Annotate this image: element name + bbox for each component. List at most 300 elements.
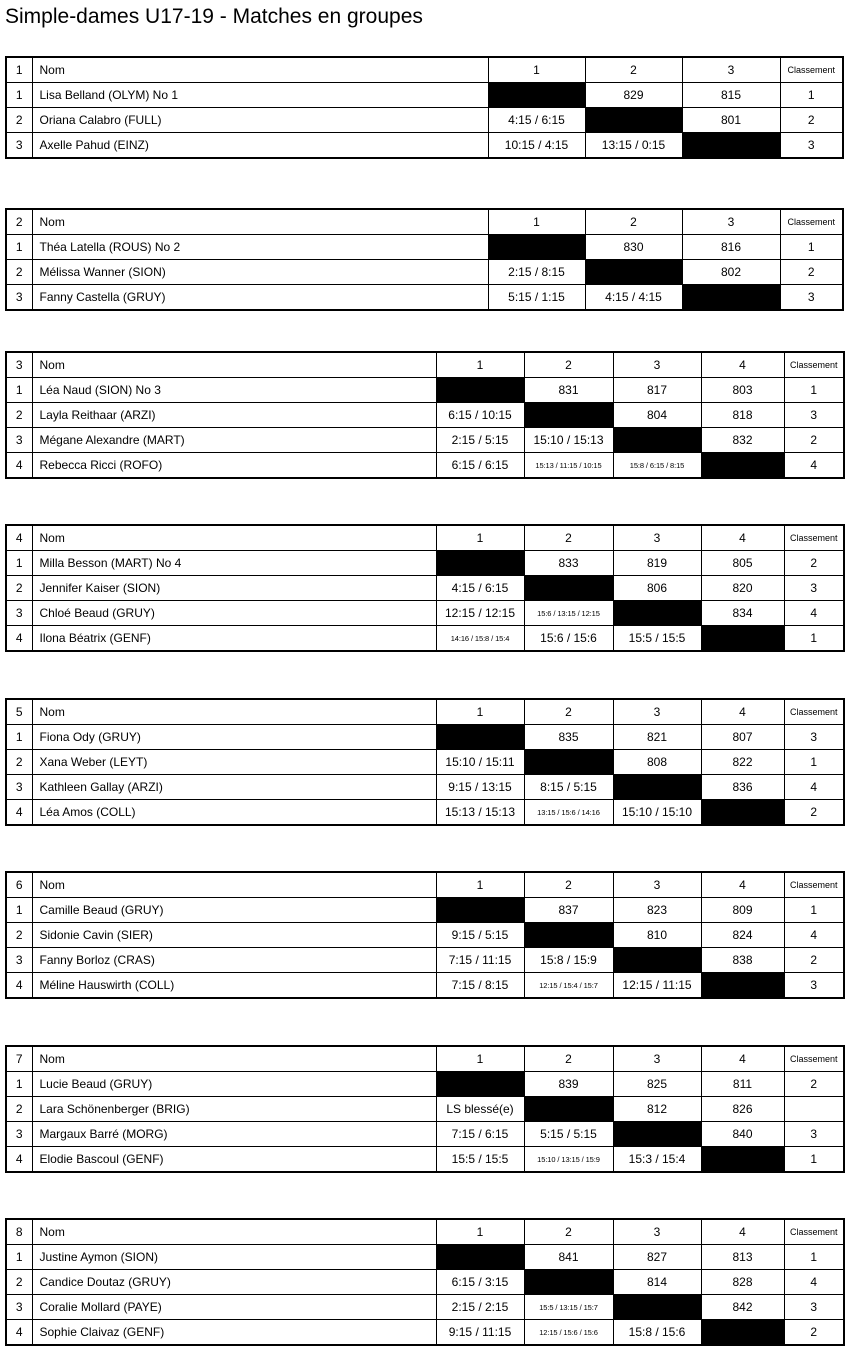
classement-header-cell: Classement	[780, 57, 843, 83]
rank-cell: 4	[784, 453, 844, 479]
match-col-header: 2	[524, 699, 613, 725]
score-cell: 829	[585, 83, 682, 108]
table-row	[6, 453, 844, 479]
score-cell: 811	[701, 1072, 784, 1097]
classement-header-cell: Classement	[784, 1219, 844, 1245]
header-row	[6, 699, 844, 725]
score-cell: 835	[524, 725, 613, 750]
player-position-cell: 4	[6, 973, 32, 999]
score-cell: 816	[682, 235, 780, 260]
player-position-cell: 2	[6, 403, 32, 428]
match-col-header: 1	[488, 209, 585, 235]
table-row	[6, 626, 844, 652]
player-position-cell: 3	[6, 948, 32, 973]
rank-cell: 1	[780, 235, 843, 260]
player-position-cell: 4	[6, 800, 32, 826]
player-name-cell: Milla Besson (MART) No 4	[32, 551, 436, 576]
group-table	[5, 524, 845, 652]
rank-cell: 2	[784, 800, 844, 826]
group-table	[5, 1045, 845, 1173]
player-name-cell: Fanny Borloz (CRAS)	[32, 948, 436, 973]
rank-cell: 4	[784, 601, 844, 626]
match-col-header: 2	[585, 209, 682, 235]
group-number-cell: 3	[6, 352, 32, 378]
score-cell: 7:15 / 6:15	[436, 1122, 524, 1147]
match-col-header: 3	[613, 1219, 701, 1245]
player-name-cell: Sophie Claivaz (GENF)	[32, 1320, 436, 1346]
match-col-header: 3	[613, 352, 701, 378]
table-row	[6, 1072, 844, 1097]
score-cell: 830	[585, 235, 682, 260]
rank-cell: 2	[784, 1320, 844, 1346]
player-position-cell: 3	[6, 775, 32, 800]
table-row	[6, 108, 843, 133]
match-col-header: 3	[682, 209, 780, 235]
score-cell: 2:15 / 5:15	[436, 428, 524, 453]
diagonal-cell	[524, 403, 613, 428]
player-position-cell: 1	[6, 235, 32, 260]
diagonal-cell	[488, 83, 585, 108]
score-cell: 6:15 / 3:15	[436, 1270, 524, 1295]
table-row	[6, 235, 843, 260]
rank-cell: 1	[784, 898, 844, 923]
nom-header-cell: Nom	[32, 1219, 436, 1245]
diagonal-cell	[524, 1097, 613, 1122]
player-name-cell: Justine Aymon (SION)	[32, 1245, 436, 1270]
score-cell: 826	[701, 1097, 784, 1122]
nom-header-cell: Nom	[32, 352, 436, 378]
player-name-cell: Fiona Ody (GRUY)	[32, 725, 436, 750]
score-cell: 806	[613, 576, 701, 601]
score-cell: 808	[613, 750, 701, 775]
diagonal-cell	[524, 923, 613, 948]
score-cell: 9:15 / 13:15	[436, 775, 524, 800]
table-row	[6, 601, 844, 626]
score-cell: 836	[701, 775, 784, 800]
match-col-header: 4	[701, 525, 784, 551]
rank-cell: 3	[780, 285, 843, 311]
player-position-cell: 1	[6, 83, 32, 108]
group-tables-container	[0, 56, 845, 1346]
table-row	[6, 83, 843, 108]
diagonal-cell	[682, 285, 780, 311]
table-row	[6, 1270, 844, 1295]
table-row	[6, 898, 844, 923]
rank-cell: 3	[784, 576, 844, 601]
match-col-header: 3	[613, 872, 701, 898]
match-col-header: 2	[585, 57, 682, 83]
score-cell: 819	[613, 551, 701, 576]
diagonal-cell	[613, 601, 701, 626]
group-table	[5, 208, 844, 311]
score-cell: 12:15 / 15:6 / 15:6	[524, 1320, 613, 1346]
classement-header-cell: Classement	[784, 872, 844, 898]
header-row	[6, 525, 844, 551]
rank-cell: 1	[780, 83, 843, 108]
table-row	[6, 260, 843, 285]
diagonal-cell	[436, 725, 524, 750]
diagonal-cell	[488, 235, 585, 260]
rank-cell: 2	[784, 551, 844, 576]
diagonal-cell	[436, 1072, 524, 1097]
page	[0, 4, 845, 1346]
score-cell: 15:8 / 6:15 / 8:15	[613, 453, 701, 479]
player-name-cell: Théa Latella (ROUS) No 2	[32, 235, 488, 260]
player-name-cell: Camille Beaud (GRUY)	[32, 898, 436, 923]
player-name-cell: Margaux Barré (MORG)	[32, 1122, 436, 1147]
rank-cell: 2	[784, 428, 844, 453]
classement-header-cell: Classement	[784, 352, 844, 378]
match-col-header: 1	[436, 352, 524, 378]
match-col-header: 1	[488, 57, 585, 83]
rank-cell: 2	[784, 1072, 844, 1097]
diagonal-cell	[585, 260, 682, 285]
player-name-cell: Lisa Belland (OLYM) No 1	[32, 83, 488, 108]
diagonal-cell	[613, 1295, 701, 1320]
rank-cell: 2	[780, 260, 843, 285]
rank-cell: 1	[784, 378, 844, 403]
score-cell: 834	[701, 601, 784, 626]
group-number-cell: 2	[6, 209, 32, 235]
group-table	[5, 56, 844, 159]
player-position-cell: 2	[6, 576, 32, 601]
player-position-cell: 3	[6, 285, 32, 311]
player-position-cell: 2	[6, 1270, 32, 1295]
score-cell: 10:15 / 4:15	[488, 133, 585, 159]
diagonal-cell	[682, 133, 780, 159]
score-cell: 813	[701, 1245, 784, 1270]
match-col-header: 3	[613, 699, 701, 725]
header-row	[6, 209, 843, 235]
player-position-cell: 4	[6, 1147, 32, 1173]
score-cell: 14:16 / 15:8 / 15:4	[436, 626, 524, 652]
group-number-cell: 5	[6, 699, 32, 725]
score-cell: 4:15 / 4:15	[585, 285, 682, 311]
rank-cell: 3	[784, 973, 844, 999]
player-position-cell: 2	[6, 260, 32, 285]
player-position-cell: 1	[6, 725, 32, 750]
player-name-cell: Oriana Calabro (FULL)	[32, 108, 488, 133]
nom-header-cell: Nom	[32, 872, 436, 898]
group-number-cell: 1	[6, 57, 32, 83]
player-name-cell: Xana Weber (LEYT)	[32, 750, 436, 775]
match-col-header: 3	[613, 525, 701, 551]
rank-cell: 4	[784, 923, 844, 948]
match-col-header: 1	[436, 699, 524, 725]
header-row	[6, 57, 843, 83]
group-number-cell: 6	[6, 872, 32, 898]
score-cell: 805	[701, 551, 784, 576]
player-name-cell: Lara Schönenberger (BRIG)	[32, 1097, 436, 1122]
header-row	[6, 1046, 844, 1072]
header-row	[6, 352, 844, 378]
score-cell: 833	[524, 551, 613, 576]
score-cell: 839	[524, 1072, 613, 1097]
score-cell: 803	[701, 378, 784, 403]
rank-cell: 3	[784, 725, 844, 750]
score-cell: 7:15 / 8:15	[436, 973, 524, 999]
player-position-cell: 1	[6, 1245, 32, 1270]
player-name-cell: Léa Naud (SION) No 3	[32, 378, 436, 403]
group-table	[5, 351, 845, 479]
score-cell: 822	[701, 750, 784, 775]
player-name-cell: Elodie Bascoul (GENF)	[32, 1147, 436, 1173]
score-cell: 15:10 / 15:11	[436, 750, 524, 775]
score-cell: 15:13 / 11:15 / 10:15	[524, 453, 613, 479]
table-row	[6, 948, 844, 973]
score-cell: 831	[524, 378, 613, 403]
player-position-cell: 2	[6, 923, 32, 948]
player-position-cell: 4	[6, 1320, 32, 1346]
player-position-cell: 3	[6, 428, 32, 453]
score-cell: 5:15 / 5:15	[524, 1122, 613, 1147]
table-row	[6, 800, 844, 826]
group-number-cell: 8	[6, 1219, 32, 1245]
table-row	[6, 133, 843, 159]
table-row	[6, 576, 844, 601]
rank-cell: 3	[784, 403, 844, 428]
player-position-cell: 3	[6, 1122, 32, 1147]
score-cell: 12:15 / 11:15	[613, 973, 701, 999]
table-row	[6, 1147, 844, 1173]
match-col-header: 1	[436, 872, 524, 898]
player-position-cell: 2	[6, 1097, 32, 1122]
score-cell: 5:15 / 1:15	[488, 285, 585, 311]
match-col-header: 2	[524, 525, 613, 551]
match-col-header: 2	[524, 872, 613, 898]
score-cell: 842	[701, 1295, 784, 1320]
score-cell: 15:8 / 15:6	[613, 1320, 701, 1346]
table-row	[6, 750, 844, 775]
score-cell: 2:15 / 8:15	[488, 260, 585, 285]
table-row	[6, 1097, 844, 1122]
score-cell: 15:10 / 15:10	[613, 800, 701, 826]
classement-header-cell: Classement	[784, 525, 844, 551]
match-col-header: 2	[524, 352, 613, 378]
player-name-cell: Mélissa Wanner (SION)	[32, 260, 488, 285]
score-cell: 12:15 / 12:15	[436, 601, 524, 626]
match-col-header: 2	[524, 1046, 613, 1072]
player-name-cell: Fanny Castella (GRUY)	[32, 285, 488, 311]
diagonal-cell	[613, 428, 701, 453]
score-cell: 15:5 / 15:5	[436, 1147, 524, 1173]
diagonal-cell	[524, 1270, 613, 1295]
score-cell: 7:15 / 11:15	[436, 948, 524, 973]
group-number-cell: 4	[6, 525, 32, 551]
rank-cell: 1	[784, 750, 844, 775]
score-cell: 12:15 / 15:4 / 15:7	[524, 973, 613, 999]
rank-cell: 3	[780, 133, 843, 159]
classement-header-cell: Classement	[780, 209, 843, 235]
group-number-cell: 7	[6, 1046, 32, 1072]
player-name-cell: Axelle Pahud (EINZ)	[32, 133, 488, 159]
score-cell: 837	[524, 898, 613, 923]
match-col-header: 4	[701, 699, 784, 725]
score-cell: 832	[701, 428, 784, 453]
match-col-header: 4	[701, 352, 784, 378]
player-name-cell: Chloé Beaud (GRUY)	[32, 601, 436, 626]
table-row	[6, 1295, 844, 1320]
rank-cell: 1	[784, 1147, 844, 1173]
classement-header-cell: Classement	[784, 1046, 844, 1072]
score-cell: 9:15 / 5:15	[436, 923, 524, 948]
score-cell: 801	[682, 108, 780, 133]
score-cell: 15:5 / 15:5	[613, 626, 701, 652]
score-cell: 841	[524, 1245, 613, 1270]
table-row	[6, 1122, 844, 1147]
rank-cell: 3	[784, 1122, 844, 1147]
classement-header-cell: Classement	[784, 699, 844, 725]
diagonal-cell	[701, 1147, 784, 1173]
score-cell: 8:15 / 5:15	[524, 775, 613, 800]
player-name-cell: Candice Doutaz (GRUY)	[32, 1270, 436, 1295]
score-cell: 827	[613, 1245, 701, 1270]
player-name-cell: Coralie Mollard (PAYE)	[32, 1295, 436, 1320]
player-position-cell: 3	[6, 1295, 32, 1320]
player-position-cell: 1	[6, 551, 32, 576]
score-cell: 838	[701, 948, 784, 973]
rank-cell: 4	[784, 775, 844, 800]
nom-header-cell: Nom	[32, 699, 436, 725]
table-row	[6, 1245, 844, 1270]
score-cell: 820	[701, 576, 784, 601]
score-cell: 840	[701, 1122, 784, 1147]
score-cell: 815	[682, 83, 780, 108]
rank-cell: 3	[784, 1295, 844, 1320]
player-name-cell: Méline Hauswirth (COLL)	[32, 973, 436, 999]
table-row	[6, 923, 844, 948]
score-cell: 823	[613, 898, 701, 923]
match-col-header: 1	[436, 525, 524, 551]
table-row	[6, 403, 844, 428]
diagonal-cell	[436, 551, 524, 576]
player-name-cell: Kathleen Gallay (ARZI)	[32, 775, 436, 800]
diagonal-cell	[701, 973, 784, 999]
match-col-header: 3	[613, 1046, 701, 1072]
player-position-cell: 2	[6, 750, 32, 775]
rank-cell: 4	[784, 1270, 844, 1295]
diagonal-cell	[585, 108, 682, 133]
diagonal-cell	[436, 1245, 524, 1270]
player-name-cell: Lucie Beaud (GRUY)	[32, 1072, 436, 1097]
group-table	[5, 1218, 845, 1346]
nom-header-cell: Nom	[32, 1046, 436, 1072]
rank-cell	[784, 1097, 844, 1122]
score-cell: 15:6 / 15:6	[524, 626, 613, 652]
player-position-cell: 4	[6, 626, 32, 652]
table-row	[6, 725, 844, 750]
table-row	[6, 551, 844, 576]
player-name-cell: Sidonie Cavin (SIER)	[32, 923, 436, 948]
score-cell: 825	[613, 1072, 701, 1097]
score-cell: 15:13 / 15:13	[436, 800, 524, 826]
score-cell: 828	[701, 1270, 784, 1295]
player-name-cell: Ilona Béatrix (GENF)	[32, 626, 436, 652]
score-cell: 4:15 / 6:15	[436, 576, 524, 601]
player-position-cell: 1	[6, 1072, 32, 1097]
diagonal-cell	[701, 626, 784, 652]
player-name-cell: Layla Reithaar (ARZI)	[32, 403, 436, 428]
match-col-header: 4	[701, 872, 784, 898]
table-row	[6, 378, 844, 403]
table-row	[6, 285, 843, 311]
diagonal-cell	[701, 453, 784, 479]
score-cell: LS blessé(e)	[436, 1097, 524, 1122]
group-table	[5, 698, 845, 826]
table-row	[6, 973, 844, 999]
score-cell: 15:8 / 15:9	[524, 948, 613, 973]
player-position-cell: 1	[6, 898, 32, 923]
player-position-cell: 2	[6, 108, 32, 133]
score-cell: 810	[613, 923, 701, 948]
score-cell: 6:15 / 10:15	[436, 403, 524, 428]
score-cell: 812	[613, 1097, 701, 1122]
score-cell: 809	[701, 898, 784, 923]
diagonal-cell	[436, 898, 524, 923]
score-cell: 821	[613, 725, 701, 750]
nom-header-cell: Nom	[32, 525, 436, 551]
score-cell: 807	[701, 725, 784, 750]
score-cell: 2:15 / 2:15	[436, 1295, 524, 1320]
header-row	[6, 872, 844, 898]
score-cell: 15:6 / 13:15 / 12:15	[524, 601, 613, 626]
score-cell: 804	[613, 403, 701, 428]
score-cell: 818	[701, 403, 784, 428]
score-cell: 6:15 / 6:15	[436, 453, 524, 479]
score-cell: 817	[613, 378, 701, 403]
player-position-cell: 3	[6, 601, 32, 626]
player-name-cell: Mégane Alexandre (MART)	[32, 428, 436, 453]
player-name-cell: Jennifer Kaiser (SION)	[32, 576, 436, 601]
score-cell: 15:5 / 13:15 / 15:7	[524, 1295, 613, 1320]
score-cell: 814	[613, 1270, 701, 1295]
score-cell: 15:10 / 13:15 / 15:9	[524, 1147, 613, 1173]
match-col-header: 2	[524, 1219, 613, 1245]
rank-cell: 2	[784, 948, 844, 973]
table-row	[6, 775, 844, 800]
group-table	[5, 871, 845, 999]
diagonal-cell	[436, 378, 524, 403]
match-col-header: 4	[701, 1046, 784, 1072]
diagonal-cell	[613, 1122, 701, 1147]
rank-cell: 1	[784, 626, 844, 652]
diagonal-cell	[524, 750, 613, 775]
match-col-header: 1	[436, 1219, 524, 1245]
header-row	[6, 1219, 844, 1245]
table-row	[6, 428, 844, 453]
player-position-cell: 1	[6, 378, 32, 403]
diagonal-cell	[701, 1320, 784, 1346]
nom-header-cell: Nom	[32, 57, 488, 83]
diagonal-cell	[613, 775, 701, 800]
diagonal-cell	[701, 800, 784, 826]
match-col-header: 4	[701, 1219, 784, 1245]
diagonal-cell	[524, 576, 613, 601]
match-col-header: 3	[682, 57, 780, 83]
diagonal-cell	[613, 948, 701, 973]
player-position-cell: 4	[6, 453, 32, 479]
score-cell: 13:15 / 15:6 / 14:16	[524, 800, 613, 826]
table-row	[6, 1320, 844, 1346]
page-title: Simple-dames U17-19 - Matches en groupes	[5, 5, 423, 28]
score-cell: 15:10 / 15:13	[524, 428, 613, 453]
player-name-cell: Rebecca Ricci (ROFO)	[32, 453, 436, 479]
rank-cell: 2	[780, 108, 843, 133]
player-position-cell: 3	[6, 133, 32, 159]
score-cell: 4:15 / 6:15	[488, 108, 585, 133]
nom-header-cell: Nom	[32, 209, 488, 235]
rank-cell: 1	[784, 1245, 844, 1270]
